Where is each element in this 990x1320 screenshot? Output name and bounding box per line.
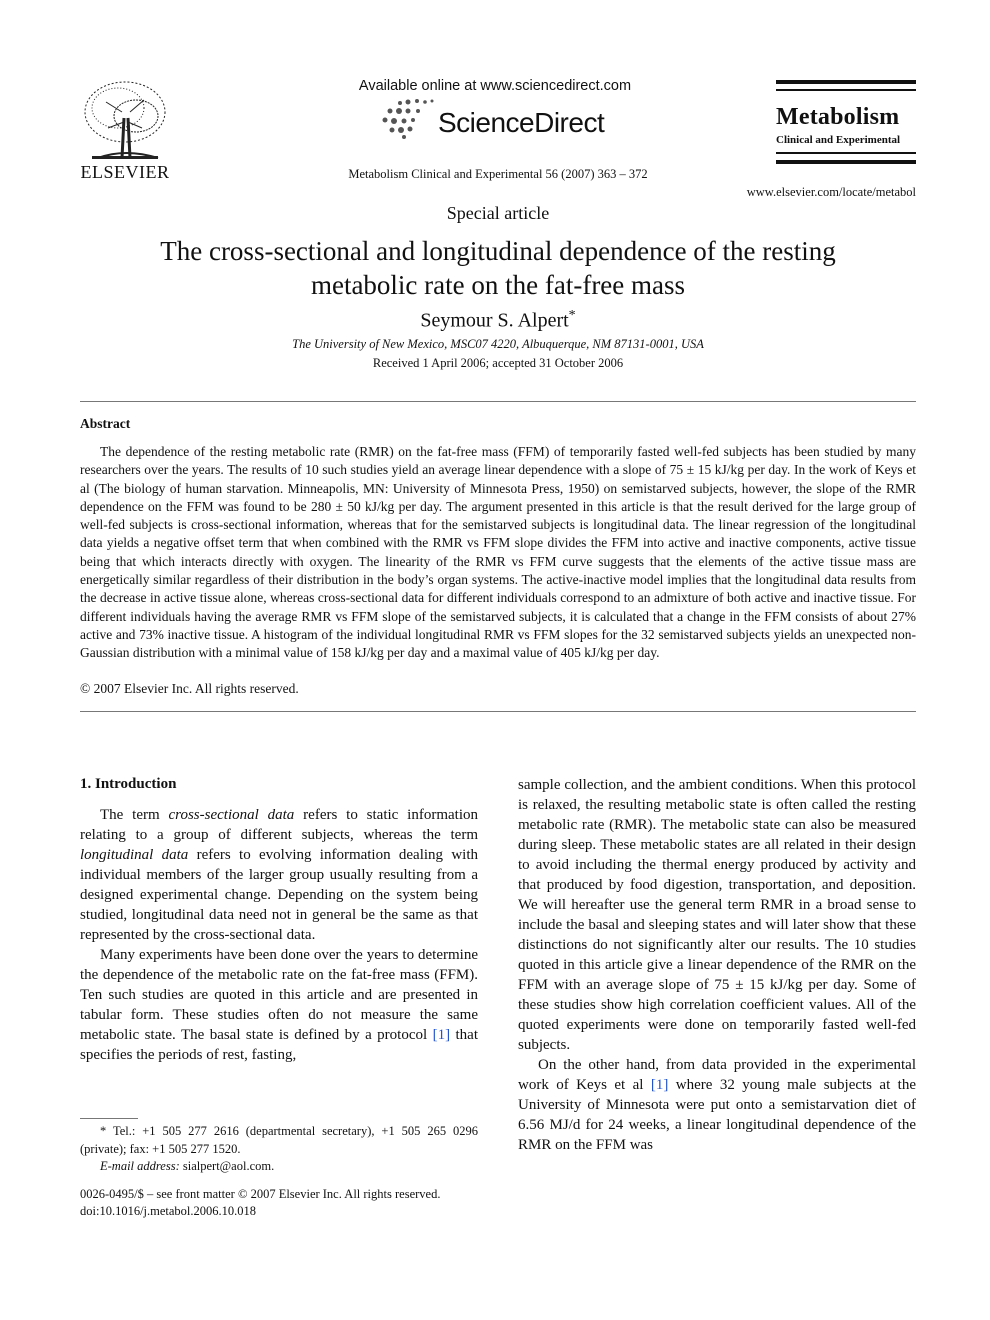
paragraph: Many experiments have been done over the years to determine the dependence of the metabolic rate on the fat-free mass (FFM). Ten such studies are quoted in this article and are presented in tabular form. These studies often do not measure the same metabolic state. The basal state is defined by a protocol [1] that specifies the periods of rest, fasting,: [80, 947, 478, 1063]
front-matter: [80, 1186, 440, 1220]
paragraph: On the other hand, from data provided in the experimental work of Keys et al [1] where 32 young male subjects at the University of Minnesota were put onto a semistarvation diet of 6.56 MJ/d for 24 weeks, a linear longitudinal dependence of the RMR on the FFM was: [518, 1057, 916, 1153]
received-dates: Received 1 April 2006; accepted 31 October 2006: [372, 356, 624, 370]
paragraph: The term cross-sectional data refers to static information relating to a group of different subjects, whereas the term longitudinal data refers to evolving information dealing with individual members of the larger group usually resulting from a designed experimental change. Depending on the system being studied, longitudinal data need not in general be the same as that represented by the cross-sectional data.: [80, 807, 479, 943]
left-column: [80, 805, 478, 1065]
abstract-copyright: © 2007 Elsevier Inc. All rights reserved.: [80, 681, 299, 696]
title-line-2: metabolic rate on the fat-free mass: [310, 270, 686, 300]
divider: [80, 401, 916, 402]
term-longitudinal: longitudinal data: [80, 847, 189, 863]
journal-subtitle: Clinical and Experimental: [776, 134, 901, 146]
email-label: E-mail address:: [100, 1159, 180, 1173]
author-footnote-mark[interactable]: *: [568, 308, 576, 323]
abstract-text: The dependence of the resting metabolic rate (RMR) on the fat-free mass (FFM) of temporarily fasted well-fed subjects has been studied by many researchers over the years. The results of 10 such studies yield an average linear dependence with a slope of 75 ± 15 kJ/kg per day. In the work of Keys et al (The biology of human starvation. Minneapolis, MN: University of Minnesota Press, 1950) on semistarved subjects, however, the slope of the RMR dependence on the FFM was found to be 280 ± 50 kJ/kg per day. The argument presented in this article is that the result derived for the large group of well-fed subjects is cross-sectional information, whereas that for the semistarved subjects is longitudinal data. The linear regression of the longitudinal data yields a negative offset term that when combined with the RMR vs FFM slope divides the FFM into active and inactive components, active tissue being that which interacts directly with oxygen. The linearity of the RMR vs FFM curve suggests that the elements of the active tissue mass are energetically similar regardless of their distribution in the body’s organ systems. The active-inactive model implies that the longitudinal data results from the decrease in active tissue alone, whereas cross-sectional data for different individuals correspond to an admixture of both active and inactive tissue. For different individuals having the average RMR vs FFM slope of the semistarved subjects, it is calculated that a change in the FFM consists of about 27% active and 73% inactive tissue. A histogram of the individual longitudinal RMR vs FFM slopes for the 32 semistarved subjects yields an unexpected non-Gaussian distribution with a minimal value of 158 kJ/kg per day and a maximal value of 405 kJ/kg per day.: [80, 444, 916, 661]
sciencedirect-logo: ScienceDirect: [438, 107, 605, 138]
author-footnote: * Tel.: +1 505 277 2616 (departmental secretary), +1 505 265 0296 (private); fax: +1 505 277 1520. E-mail address: sialpert@aol.com.: [80, 1124, 478, 1173]
reference-link[interactable]: [1]: [432, 1027, 451, 1043]
title-line-1: The cross-sectional and longitudinal dependence of the resting: [160, 236, 836, 266]
affiliation: The University of New Mexico, MSC07 4220, Albuquerque, NM 87131-0001, USA: [292, 337, 704, 351]
journal-citation: Metabolism Clinical and Experimental 56 (2007) 363 – 372: [348, 167, 648, 181]
email-address[interactable]: sialpert@aol.com.: [179, 1159, 275, 1173]
footnote-rule: [80, 1118, 138, 1119]
article-type: Special article: [446, 203, 550, 223]
author: [0, 308, 990, 333]
reference-link[interactable]: [1]: [650, 1077, 669, 1093]
section-heading: 1. Introduction: [80, 776, 177, 792]
available-online[interactable]: Available online at www.sciencedirect.com: [358, 78, 632, 94]
brand-rule: [776, 80, 916, 84]
divider: [80, 711, 916, 712]
brand-rule: [776, 160, 916, 164]
issn-line: 0026-0495/$ – see front matter © 2007 Elsevier Inc. All rights reserved.: [80, 1187, 441, 1201]
right-column: [518, 775, 916, 1155]
journal-name: Metabolism: [776, 104, 900, 130]
publisher-name: ELSEVIER: [80, 162, 170, 182]
term-cross-sectional: cross-sectional data: [168, 807, 295, 823]
author-name: Seymour S. Alpert: [420, 309, 569, 332]
article-title: [110, 234, 886, 302]
doi-line[interactable]: doi:10.1016/j.metabol.2006.10.018: [80, 1204, 257, 1218]
brand-rule: [776, 89, 916, 91]
abstract-heading: Abstract: [80, 416, 131, 431]
paragraph: sample collection, and the ambient conditions. When this protocol is relaxed, the resulting metabolic state is often called the resting metabolic rate (RMR). The metabolic state can also be measured during sleep. These metabolic states are all related in their design to avoid including the thermal energy produced by activity and that produced by food digestion, transportation, and deposition. We will hereafter use the general term RMR in a broad sense to include the basal and sleeping states and will later show that these distinctions do not significantly alter our results. The 10 studies quoted in this article give a linear dependence of the RMR on the FFM with an average slope of 75 ± 15 kJ/kg per day. Some of these studies show high correlation coefficient values. All of the quoted experiments were done on temporarily fasted well-fed subjects.: [518, 777, 916, 1053]
brand-rule: [776, 152, 916, 154]
journal-url[interactable]: www.elsevier.com/locate/metabol: [746, 185, 916, 199]
